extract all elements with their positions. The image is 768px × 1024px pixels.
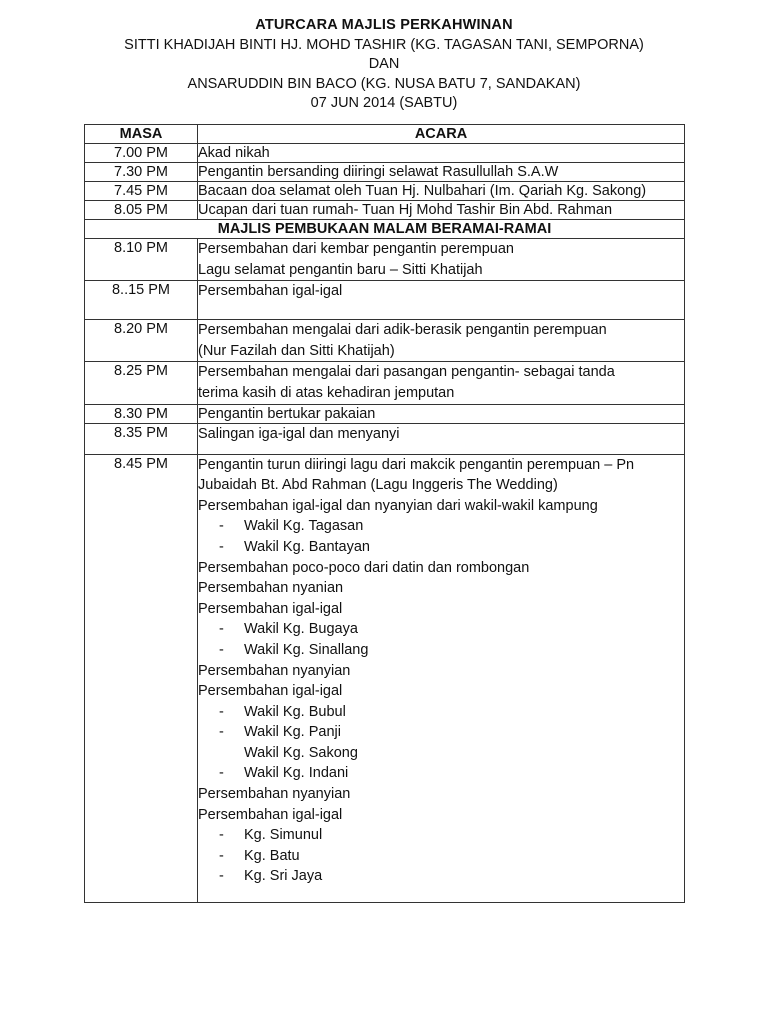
bullet-dash: - <box>219 847 224 864</box>
event-line: Pengantin bersanding diiringi selawat Rasullullah S.A.W <box>198 164 559 180</box>
list-item-text: Wakil Kg. Bantayan <box>244 538 370 555</box>
list-item <box>198 722 684 743</box>
event-cell <box>198 404 685 423</box>
list-item-text: Wakil Kg. Sakong <box>244 744 358 761</box>
time-cell: 7.00 PM <box>85 144 198 163</box>
column-header-masa: MASA <box>85 125 198 144</box>
event-line: Ucapan dari tuan rumah- Tuan Hj Mohd Tashir Bin Abd. Rahman <box>198 202 613 218</box>
event-line: Salingan iga-igal dan menyanyi <box>198 425 400 442</box>
event-line: Persembahan nyanyian <box>198 662 351 679</box>
list-item-text: Wakil Kg. Indani <box>244 765 349 782</box>
event-cell <box>198 182 685 201</box>
event-line: Pengantin turun diiringi lagu dari makcik pengantin perempuan – Pn <box>198 456 635 473</box>
table-row <box>85 144 685 163</box>
event-line: Lagu selamat pengantin baru – Sitti Khatijah <box>198 261 483 278</box>
time-cell: 8..15 PM <box>85 281 198 320</box>
event-line: Persembahan nyanyian <box>198 786 351 803</box>
bullet-dash: - <box>219 538 224 555</box>
list-item-text: Wakil Kg. Bubul <box>244 703 346 720</box>
table-row <box>85 239 685 281</box>
table-row <box>85 423 685 454</box>
table-row <box>85 182 685 201</box>
table-row <box>85 362 685 404</box>
list-item <box>198 619 684 640</box>
table-row <box>85 320 685 362</box>
event-line: Persembahan igal-igal <box>198 600 343 617</box>
list-item-text: Kg. Sri Jaya <box>244 868 323 885</box>
event-line: Persembahan igal-igal <box>198 283 343 300</box>
event-line: Persembahan nyanian <box>198 580 344 597</box>
section-title: MAJLIS PEMBUKAAN MALAM BERAMAI-RAMAI <box>85 220 685 239</box>
list-item <box>198 640 684 661</box>
document-header <box>0 16 768 114</box>
bullet-dash: - <box>219 827 224 844</box>
time-cell: 8.35 PM <box>85 423 198 454</box>
event-cell <box>198 239 685 281</box>
event-line: Jubaidah Bt. Abd Rahman (Lagu Inggeris The Wedding) <box>198 477 558 494</box>
time-cell: 7.45 PM <box>85 182 198 201</box>
event-line: Persembahan igal-igal dan nyanyian dari wakil-wakil kampung <box>198 497 598 514</box>
list-item-text: Wakil Kg. Tagasan <box>244 518 364 535</box>
event-line: Pengantin bertukar pakaian <box>198 405 376 422</box>
time-cell: 8.25 PM <box>85 362 198 404</box>
time-cell: 8.10 PM <box>85 239 198 281</box>
bullet-dash: - <box>219 518 224 535</box>
table-row <box>85 404 685 423</box>
list-item <box>198 516 684 537</box>
bullet-dash: - <box>219 703 224 720</box>
list-item <box>198 743 684 764</box>
time-cell: 7.30 PM <box>85 163 198 182</box>
event-line: Persembahan poco-poco dari datin dan rombongan <box>198 559 530 576</box>
bullet-dash: - <box>219 641 224 658</box>
time-cell: 8.45 PM <box>85 454 198 902</box>
event-line: Persembahan dari kembar pengantin perempuan <box>198 241 514 257</box>
time-cell: 8.05 PM <box>85 201 198 220</box>
event-cell <box>198 281 685 320</box>
event-cell <box>198 454 685 902</box>
list-item <box>198 537 684 558</box>
column-header-acara: ACARA <box>198 125 685 144</box>
event-line: Akad nikah <box>198 145 270 161</box>
event-cell <box>198 320 685 362</box>
event-line: terima kasih di atas kehadiran jemputan <box>198 384 455 401</box>
time-cell: 8.20 PM <box>85 320 198 362</box>
list-item-text: Wakil Kg. Panji <box>244 724 341 741</box>
bullet-dash: - <box>219 765 224 782</box>
list-item-text: Kg. Simunul <box>244 827 323 844</box>
time-cell: 8.30 PM <box>85 404 198 423</box>
table-row <box>85 201 685 220</box>
event-line: Bacaan doa selamat oleh Tuan Hj. Nulbahari (Im. Qariah Kg. Sakong) <box>198 183 647 199</box>
event-cell <box>198 144 685 163</box>
list-item <box>198 825 684 846</box>
event-line: Persembahan mengalai dari adik-berasik pengantin perempuan <box>198 322 607 339</box>
date-line: 07 JUN 2014 (SABTU) <box>310 95 458 111</box>
list-item <box>198 866 684 887</box>
event-cell <box>198 423 685 454</box>
bride-line: SITTI KHADIJAH BINTI HJ. MOHD TASHIR (KG. TAGASAN TANI, SEMPORNA) <box>124 36 644 53</box>
event-cell <box>198 163 685 182</box>
event-line: Persembahan igal-igal <box>198 683 343 700</box>
table-header-row <box>85 125 685 144</box>
event-cell <box>198 362 685 404</box>
schedule-table <box>84 124 685 903</box>
event-line: Persembahan mengalai dari pasangan pengantin- sebagai tanda <box>198 364 615 381</box>
list-item-text: Wakil Kg. Sinallang <box>244 641 369 658</box>
groom-line: ANSARUDDIN BIN BACO (KG. NUSA BATU 7, SANDAKAN) <box>187 75 581 92</box>
list-item <box>198 846 684 867</box>
table-row <box>85 454 685 902</box>
table-row <box>85 163 685 182</box>
event-cell <box>198 201 685 220</box>
section-row <box>85 220 685 239</box>
list-item <box>198 763 684 784</box>
table-row <box>85 281 685 320</box>
bullet-dash: - <box>219 621 224 638</box>
conjunction-line: DAN <box>368 56 400 72</box>
list-item-text: Wakil Kg. Bugaya <box>244 621 358 638</box>
document-title: ATURCARA MAJLIS PERKAHWINAN <box>255 17 513 33</box>
event-line: (Nur Fazilah dan Sitti Khatijah) <box>198 342 395 359</box>
list-item <box>198 702 684 723</box>
event-line: Persembahan igal-igal <box>198 806 343 823</box>
list-item-text: Kg. Batu <box>244 847 300 864</box>
bullet-dash: - <box>219 868 224 885</box>
bullet-dash: - <box>219 724 224 741</box>
